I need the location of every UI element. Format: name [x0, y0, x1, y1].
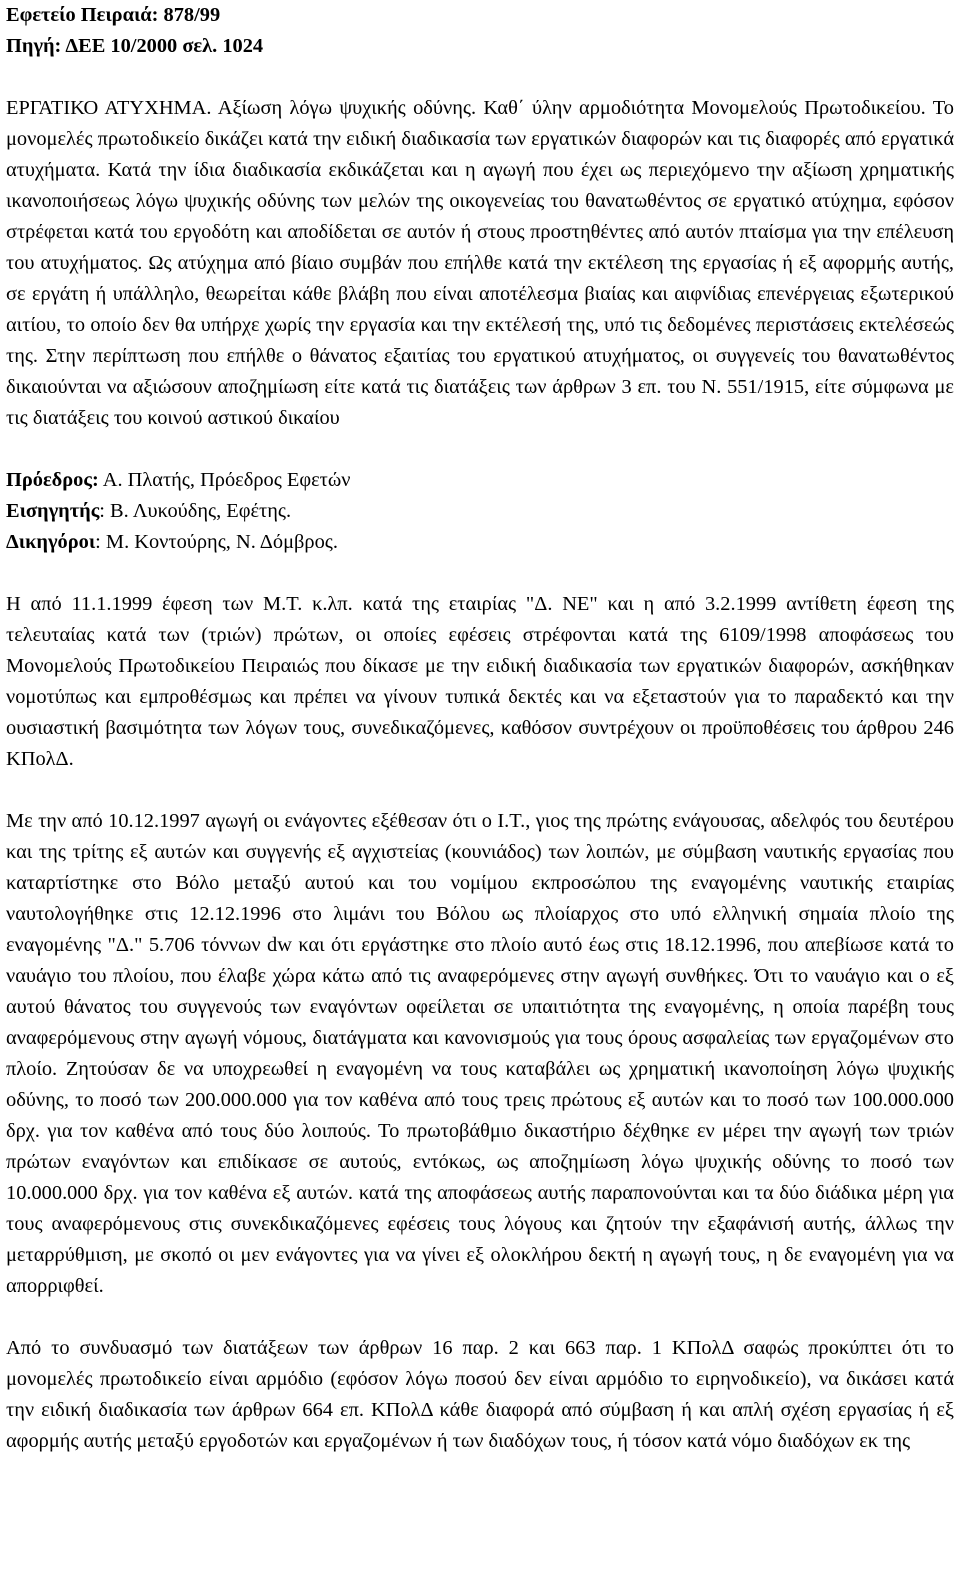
- spacer: [6, 434, 954, 465]
- spacer: [6, 1302, 954, 1333]
- spacer: [6, 775, 954, 806]
- president-value: Α. Πλατής, Πρόεδρος Εφετών: [98, 469, 351, 491]
- body-paragraph: Η από 11.1.1999 έφεση των Μ.Τ. κ.λπ. κατά της εταιρίας "Δ. ΝΕ" και η από 3.2.1999 αντίθετη έφεση της τελευταίας κατά των (τριών) πρώτων, οι οποίες εφέσεις στρέφονται κατά της 6109/1998 αποφάσεως του Μονομελούς Πρωτοδικείου Πειραιώς που δίκασε με την ειδική διαδικασία των εργατικών διαφορών, ασκήθηκαν νομοτύπως και εμπροθέσμως και πρέπει να γίνουν τυπικά δεκτές και να εξεταστούν για το παραδεκτό και την ουσιαστική βασιμότητα των λόγων τους, συνεδικαζόμενες, καθόσον συντρέχουν οι προϋποθέσεις του άρθρου 246 ΚΠολΔ.: [6, 593, 954, 770]
- document-page: [6, 0, 954, 1457]
- lawyers-label: Δικηγόροι: [6, 531, 96, 553]
- president-line: [6, 465, 954, 496]
- summary-paragraph: ΕΡΓΑΤΙΚΟ ΑΤΥΧΗΜΑ. Αξίωση λόγω ψυχικής οδύνης. Καθ΄ ύλην αρμοδιότητα Μονομελούς Πρωτοδικείου. Το μονομελές πρωτοδικείο δικάζει κατά την ειδική διαδικασία των εργατικών διαφορών και τις διαφορές από εργατικά ατυχήματα. Κατά την ίδια διαδικασία εκδικάζεται και η αγωγή που έχει ως περιεχόμενο την αξίωση χρηματικής ικανοποιήσεως λόγω ψυχικής οδύνης των μελών της οικογενείας του θανατωθέντος σε εργατικό ατύχημα, εφόσον στρέφεται κατά του εργοδότη και αποδίδεται σε αυτόν ή στους προστηθέντες από αυτόν πταίσμα για την επέλευση του ατυχήματος. Ως ατύχημα από βίαιο συμβάν που επήλθε κατά την εκτέλεση της εργασίας ή εξ αφορμής αυτής, σε εργάτη ή υπάλληλο, θεωρείται κάθε βλάβη που είναι αποτέλεσμα βιαίας και αιφνίδιας επενέργειας εξωτερικού αιτίου, το οποίο δεν θα υπήρχε χωρίς την εργασία και την εκτέλεσή της, υπό τις δεδομένες περιστάσεις εκτελέσεώς της. Στην περίπτωση που επήλθε ο θάνατος εξαιτίας του εργατικού ατυχήματος, οι συγγενείς του θανατωθέντος δικαιούνται να αξιώσουν αποζημίωση είτε κατά τις διατάξεις των άρθρων 3 επ. του Ν. 551/1915, είτε σύμφωνα με τις διατάξεις του κοινού αστικού δικαίου: [6, 97, 954, 429]
- spacer: [6, 62, 954, 93]
- body-paragraph: Από το συνδυασμό των διατάξεων των άρθρων 16 παρ. 2 και 663 παρ. 1 ΚΠολΔ σαφώς προκύπτει ότι το μονομελές πρωτοδικείο είναι αρμόδιο (εφόσον λόγω ποσού δεν είναι αρμόδιο το ειρηνοδικείο), να δικάσει κατά την ειδική διαδικασία των άρθρων 664 επ. ΚΠολΔ κάθε διαφορά από σύμβαση ή και απλή σχέση εργασίας ή εξ αφορμής αυτής μεταξύ εργοδοτών και εργαζομένων ή των διαδόχων τους, ή τόσον κατά νόμο διαδόχων εκ της: [6, 1337, 954, 1452]
- court-composition: [6, 465, 954, 558]
- lawyers-line: [6, 527, 954, 558]
- spacer: [6, 558, 954, 589]
- rapporteur-line: [6, 496, 954, 527]
- president-label: Πρόεδρος:: [6, 469, 99, 491]
- lawyers-value: : Μ. Κοντούρης, Ν. Δόμβρος.: [95, 531, 338, 553]
- rapporteur-label: Εισηγητής: [6, 500, 100, 522]
- source-reference: Πηγή: ΔΕΕ 10/2000 σελ. 1024: [6, 35, 264, 57]
- body-paragraph: Με την από 10.12.1997 αγωγή οι ενάγοντες εξέθεσαν ότι ο Ι.Τ., γιος της πρώτης ενάγουσας, αδελφός του δευτέρου και της τρίτης εξ αυτών και συγγενής εξ αγχιστείας (κουνιάδος) των λοιπών, με σύμβαση ναυτικής εργασίας που καταρτίστηκε στο Βόλο μεταξύ αυτού και του νομίμου εκπροσώπου της εναγομένης ναυτικής εταιρίας ναυτολογήθηκε στις 12.12.1996 στο λιμάνι του Βόλου ως πλοίαρχος στο υπό ελληνική σημαία πλοίο της εναγομένης "Δ." 5.706 τόννων dw και ότι εργάστηκε στο πλοίο αυτό έως στις 18.12.1996, που απεβίωσε κατά το ναυάγιο του πλοίου, που έλαβε χώρα κάτω από τις αναφερόμενες στην αγωγή συνθήκες. Ότι το ναυάγιο και ο εξ αυτού θάνατος του συγγενούς των εναγόντων οφείλεται σε υπαιτιότητα της εναγομένης, η οποία παρέβη τους αναφερόμενους στην αγωγή νόμους, διατάγματα και κανονισμούς για τους όρους ασφαλείας των εργαζομένων στο πλοίο. Ζητούσαν δε να υποχρεωθεί η εναγομένη να τους καταβάλει ως χρηματική ικανοποίηση λόγω ψυχικής οδύνης, το ποσό των 200.000.000 για τον καθένα από τους τρεις πρώτους εξ αυτών και το ποσό των 100.000.000 δρχ. για τον καθένα από τους δύο λοιπούς. Το πρωτοβάθμιο δικαστήριο δέχθηκε εν μέρει την αγωγή των τριών πρώτων εναγόντων και επιδίκασε σε αυτούς, εντόκως, ως αποζημίωση λόγω ψυχικής οδύνης το ποσό των 10.000.000 δρχ. για τον καθένα εξ αυτών. κατά της αποφάσεως αυτής παραπονούνται και τα δύο διάδικα μέρη για τους αναφερόμενους στις συνεκδικαζόμενες εφέσεις τους λόγους και ζητούν την εξαφάνισή αυτής, άλλως την μεταρρύθμιση, με σκοπό οι μεν ενάγοντες για να γίνει εξ ολοκλήρου δεκτή η αγωγή τους, η δε εναγομένη για να απορριφθεί.: [6, 810, 954, 1297]
- rapporteur-value: : Β. Λυκούδης, Εφέτης.: [99, 500, 292, 522]
- court-decision-title: Εφετείο Πειραιά: 878/99: [6, 4, 221, 26]
